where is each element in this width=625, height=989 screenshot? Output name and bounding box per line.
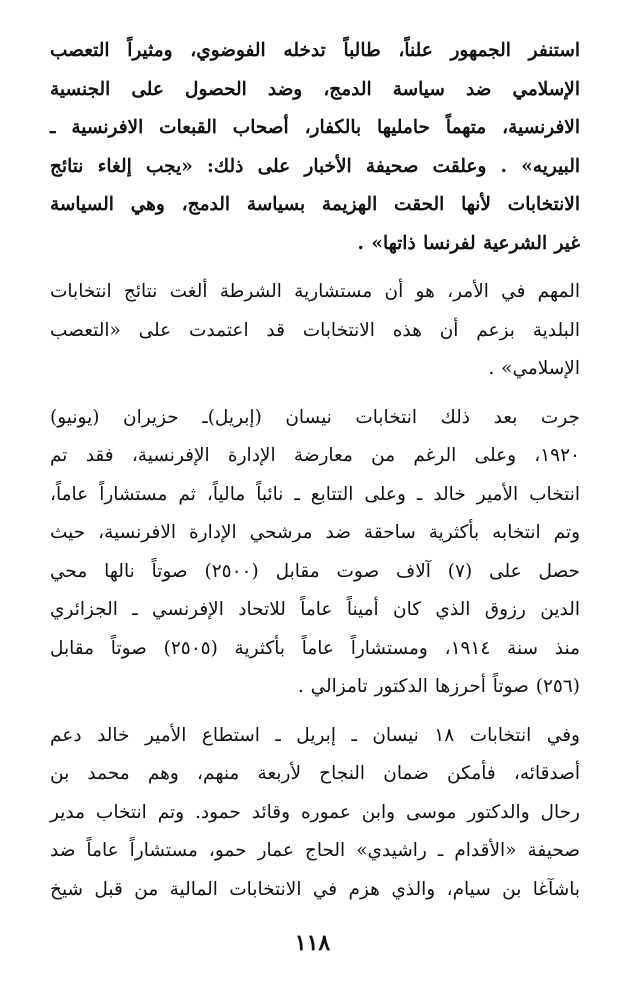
paragraph-4 [50, 717, 580, 910]
text-line: استنفر الجمهور علناً، طالباً تدخله الفوضوي، ومثيراً التعصب [50, 40, 580, 61]
text-line: غير الشرعية لفرنسا ذاتها» . [357, 232, 580, 254]
paragraph-2 [50, 273, 580, 389]
text-line: البلدية بزعم أن هذه الانتخابات قد اعتمدت على «التعصب [50, 319, 580, 341]
text-line: وتم انتخابه بأكثرية ساحقة ضد مرشحي الإدارة الافرنسية، حيث [50, 522, 580, 543]
page-number: ١١٨ [294, 930, 331, 956]
text-line: الافرنسية، متهماً حامليها بالكفار، أصحاب القبعات الافرنسية ـ [50, 117, 580, 138]
text-line: باشآغا بن سيام، والذي هزم في الانتخابات المالية من قبل شيخ [50, 878, 580, 900]
text-line: ١٩٢٠، وعلى الرغم من معارضة الإدارة الإفرنسية، فقد تم [50, 445, 580, 466]
text-line: أصدقائه، فأمكن ضمان النجاح لأربعة منهم، وهم محمد بن [50, 763, 580, 784]
text-line: رحال والدكتور موسى وابن عموره وقائد حمود. وتم انتخاب مدير [50, 801, 580, 823]
text-line: صحيفة «الأقدام ـ راشيدي» الحاج عمار حمو، مستشاراً عاماً ضد [50, 840, 580, 861]
paragraph-3 [50, 399, 580, 707]
text-line: الدين رزوق الذي كان أميناً عاماً للاتحاد الإفرنسي ـ الجزائري [50, 599, 580, 620]
text-line: الانتخابات لأنها الحقت الهزيمة بسياسة الدمج، وهي السياسة [50, 194, 580, 215]
text-line: الإسلامي» . [488, 358, 580, 379]
text-line: انتخاب الأمير خالد ـ وعلى التتابع ـ نائباً مالياً، ثم مستشاراً عاماً، [50, 483, 580, 505]
page-body [50, 32, 580, 909]
text-line: جرت بعد ذلك انتخابات نيسان (إبريل)ـ حزيران (يونيو) [50, 406, 580, 428]
text-line: الإسلامي ضد سياسة الدمج، وضد الحصول على الجنسية [50, 78, 580, 100]
text-line: حصل على (٧) آلاف صوت مقابل (٢٥٠٠) صوتاً نالها محي [50, 560, 580, 582]
text-line: (٢٥٦) صوتاً أحرزها الدكتور تامزالي . [297, 676, 580, 697]
text-line: المهم في الأمر، هو أن مستشارية الشرطة ألغت نتائج انتخابات [50, 281, 580, 302]
paragraph-1 [50, 32, 580, 263]
text-line: البيريه» . وعلقت صحيفة الأخبار على ذلك: «يجب إلغاء نتائج [50, 155, 580, 177]
text-line: وفي انتخابات ١٨ نيسان ـ إبريل ـ استطاع الأمير خالد دعم [50, 724, 580, 746]
text-line: منذ سنة ١٩١٤، ومستشاراً عاماً بأكثرية (٢٥٠٥) صوتاً مقابل [50, 637, 581, 659]
